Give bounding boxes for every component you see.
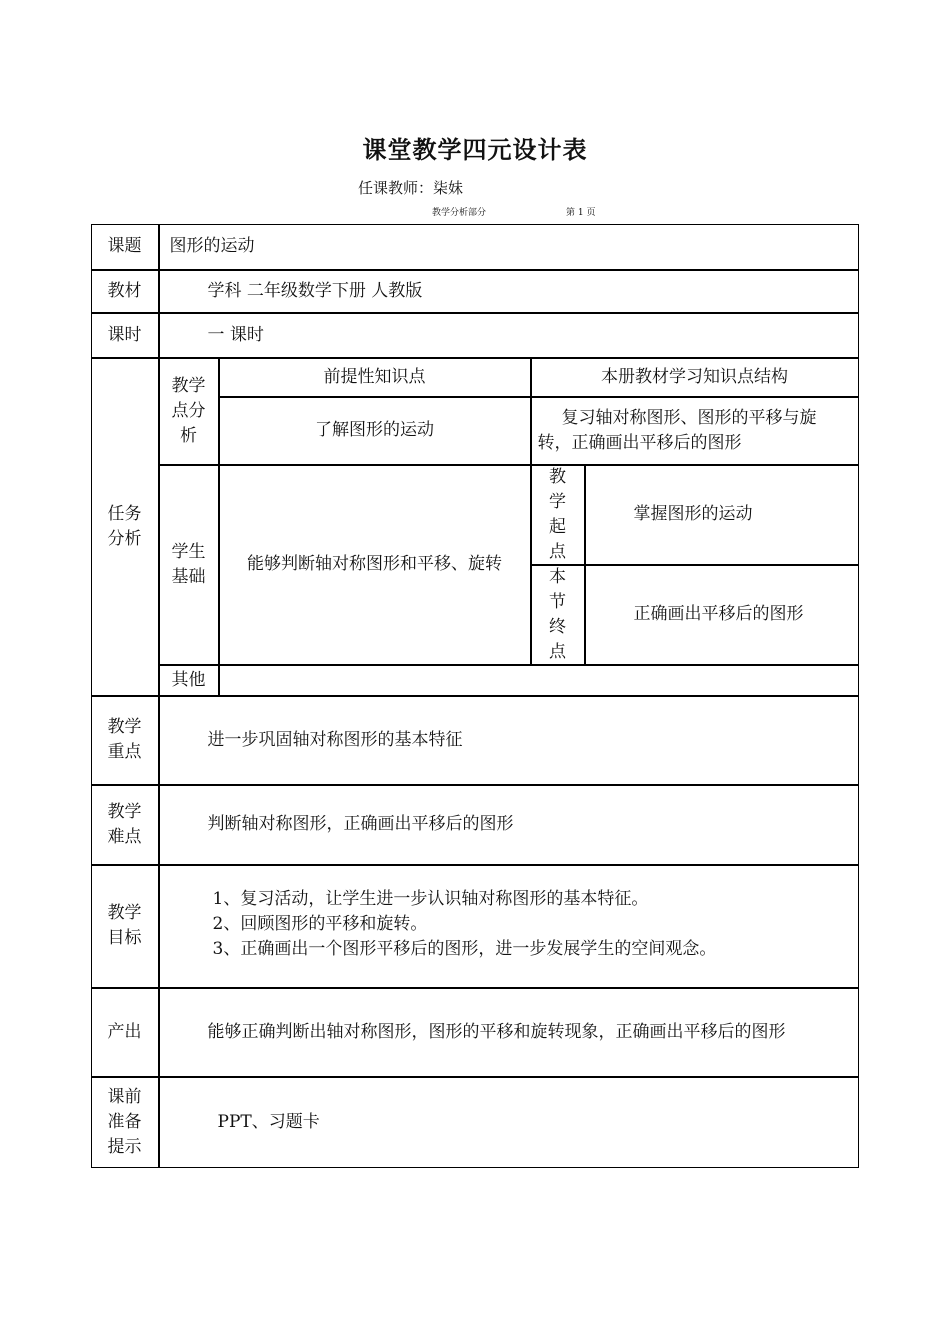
prereq-value-cell	[219, 397, 531, 465]
prep-label-1: 课前	[107, 1086, 142, 1107]
knowledge-label-3: 析	[180, 425, 197, 446]
material-value: 学科 二年级数学下册 人教版	[207, 280, 423, 301]
other-value-cell	[219, 665, 859, 696]
structure-value-line2: 转，正确画出平移后的图形	[537, 432, 742, 453]
end-point-label-4: 点	[549, 641, 566, 662]
structure-header-cell	[531, 358, 859, 397]
prep-value-cell	[159, 1077, 859, 1168]
prereq-value: 了解图形的运动	[315, 420, 434, 440]
structure-value-cell	[531, 397, 859, 465]
objective-item-3: 3、正确画出一个图形平移后的图形，进一步发展学生的空间观念。	[212, 938, 717, 959]
key-point-label-cell	[91, 696, 159, 785]
knowledge-label-1: 教学	[171, 375, 206, 396]
start-point-label-2: 学	[549, 491, 566, 512]
objectives-label-2: 目标	[107, 928, 142, 948]
key-point-value: 进一步巩固轴对称图形的基本特征	[207, 729, 463, 750]
knowledge-label-cell	[159, 358, 219, 465]
key-point-label-1: 教学	[107, 717, 142, 737]
output-value-cell	[159, 988, 859, 1077]
prep-label-cell	[91, 1077, 159, 1168]
structure-header: 本册教材学习知识点结构	[601, 366, 788, 387]
difficulty-label-cell	[91, 785, 159, 865]
student-value: 能够判断轴对称图形和平移、旋转	[247, 554, 502, 574]
topic-value-cell	[159, 224, 859, 270]
key-point-label-2: 重点	[107, 742, 142, 762]
end-point-label-3: 终	[549, 616, 566, 637]
material-value-cell	[159, 270, 859, 313]
task-analysis-label-2: 分析	[107, 528, 142, 549]
start-point-label-1: 教	[549, 466, 566, 487]
difficulty-label-2: 难点	[107, 826, 142, 847]
topic-label: 课题	[107, 236, 142, 256]
prep-label-3: 提示	[107, 1136, 142, 1157]
start-point-label-4: 点	[549, 541, 566, 562]
output-label: 产出	[107, 1021, 142, 1042]
prereq-header-cell	[219, 358, 531, 397]
key-point-value-cell	[159, 696, 859, 785]
page-number: 第 1 页	[566, 208, 596, 218]
end-point-value: 正确画出平移后的图形	[633, 604, 804, 624]
prereq-header: 前提性知识点	[323, 366, 426, 387]
end-point-label-2: 节	[549, 591, 566, 612]
structure-value-line1: 复习轴对称图形、图形的平移与旋	[561, 407, 817, 428]
student-label-2: 基础	[171, 566, 206, 587]
student-value-cell	[219, 465, 531, 665]
difficulty-label-1: 教学	[107, 801, 142, 822]
end-point-value-cell	[585, 565, 859, 665]
end-point-label-1: 本	[549, 566, 566, 587]
output-label-cell	[91, 988, 159, 1077]
other-label: 其他	[171, 669, 206, 690]
start-point-label-3: 起	[549, 516, 566, 537]
period-value: 一 课时	[207, 324, 264, 345]
material-label: 教材	[107, 280, 142, 301]
start-point-value: 掌握图形的运动	[633, 504, 753, 524]
objective-item-2: 2、回顾图形的平移和旋转。	[212, 913, 428, 934]
task-analysis-label-cell	[91, 358, 159, 696]
student-label-cell	[159, 465, 219, 665]
objectives-label-1: 教学	[107, 903, 142, 923]
output-value: 能够正确判断出轴对称图形，图形的平移和旋转现象，正确画出平移后的图形	[207, 1021, 786, 1042]
difficulty-value: 判断轴对称图形，正确画出平移后的图形	[207, 814, 514, 834]
topic-label-cell	[91, 224, 159, 270]
knowledge-label-2: 点分	[171, 400, 206, 421]
task-analysis-label-1: 任务	[107, 503, 142, 524]
prep-label-2: 准备	[107, 1111, 142, 1132]
topic-value: 图形的运动	[169, 236, 255, 256]
objectives-value-cell	[159, 865, 859, 988]
period-label-cell	[91, 313, 159, 358]
page-title: 课堂教学四元设计表	[362, 135, 588, 164]
material-label-cell	[91, 270, 159, 313]
teacher-label: 任课教师：柒妹	[358, 179, 464, 197]
objective-item-1: 1、复习活动，让学生进一步认识轴对称图形的基本特征。	[212, 888, 649, 909]
design-table	[91, 224, 859, 1168]
student-label-1: 学生	[171, 541, 206, 562]
start-point-label-cell	[531, 465, 585, 565]
start-point-value-cell	[585, 465, 859, 565]
period-value-cell	[159, 313, 859, 358]
other-label-cell	[159, 665, 219, 696]
objectives-label-cell	[91, 865, 159, 988]
end-point-label-cell	[531, 565, 585, 665]
prep-value: PPT、习题卡	[217, 1111, 320, 1132]
section-label: 教学分析部分	[432, 208, 487, 218]
difficulty-value-cell	[159, 785, 859, 865]
period-label: 课时	[107, 324, 142, 345]
